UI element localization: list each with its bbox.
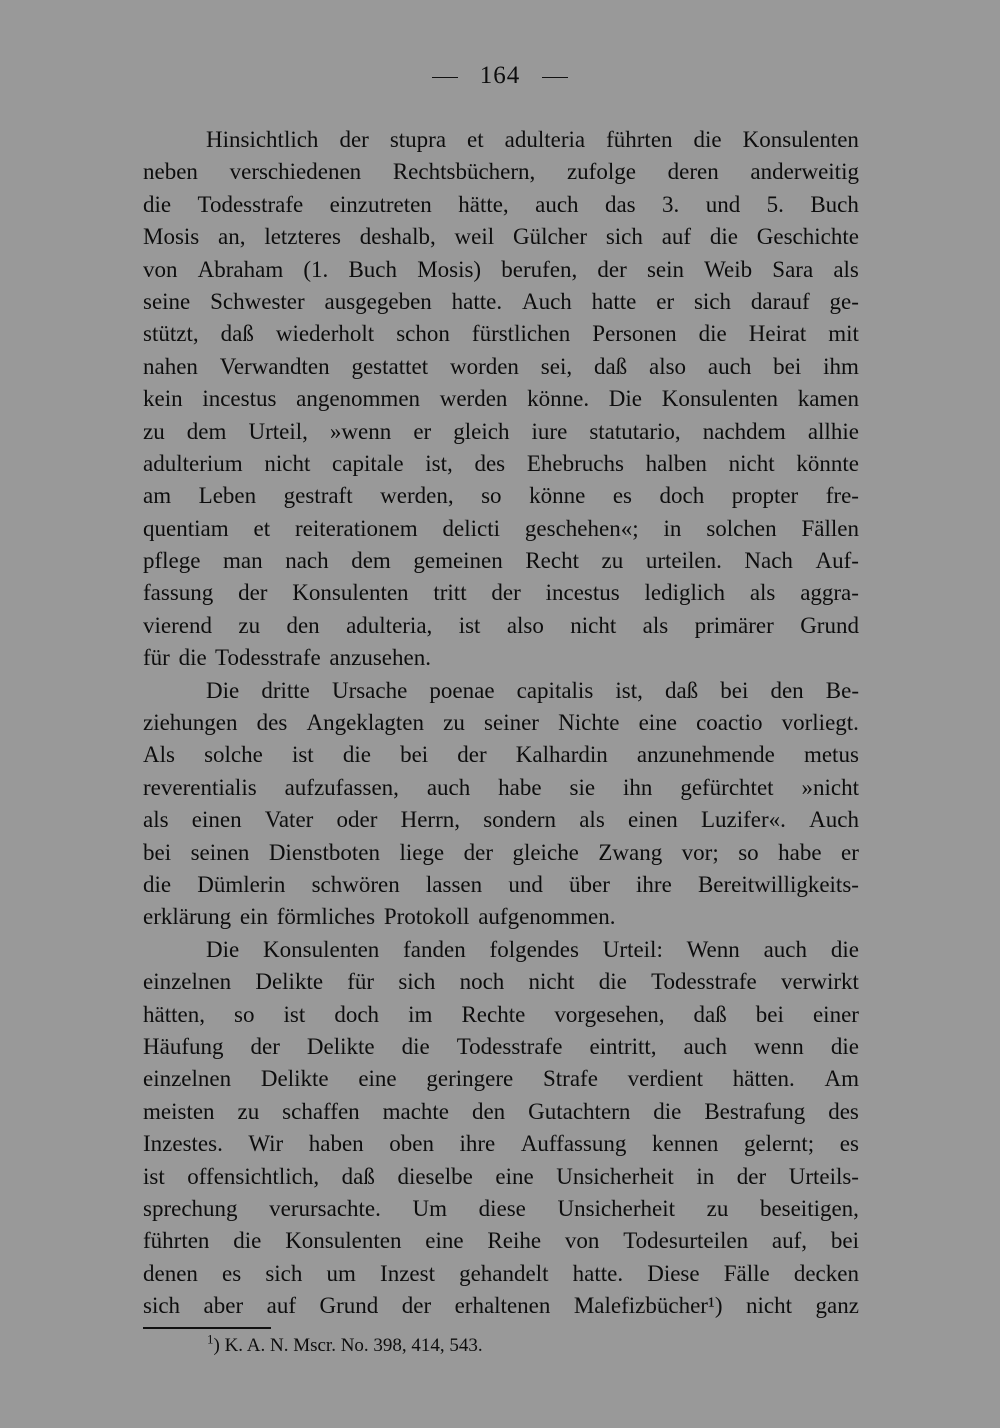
text-line: fassung der Konsulenten tritt der incestus lediglich als aggra- bbox=[143, 580, 859, 606]
text-line: meisten zu schaffen machte den Gutachtern die Bestrafung des bbox=[143, 1098, 859, 1124]
text-line: erklärung ein förmliches Protokoll aufgenommen. bbox=[143, 904, 616, 930]
footnote: $^1$) K. A. N. Mscr. No. 398, 414, 543. bbox=[207, 1331, 483, 1356]
text-line: einzelnen Delikte eine geringere Strafe verdient hätten. Am bbox=[143, 1066, 859, 1092]
text-line: einzelnen Delikte für sich noch nicht die Todesstrafe verwirkt bbox=[143, 969, 859, 995]
text-line: neben verschiedenen Rechtsbüchern, zufolge deren anderweitig bbox=[143, 159, 859, 185]
text-line: sich aber auf Grund der erhaltenen Malefizbücher¹) nicht ganz bbox=[143, 1293, 859, 1319]
text-line: nahen Verwandten gestattet worden sei, daß also auch bei ihm bbox=[143, 353, 859, 379]
text-line: ist offensichtlich, daß dieselbe eine Unsicherheit in der Urteils- bbox=[143, 1163, 859, 1189]
text-line: stützt, daß wiederholt schon fürstlichen Personen die Heirat mit bbox=[143, 321, 859, 347]
text-line: für die Todesstrafe anzusehen. bbox=[143, 645, 431, 671]
text-line: hätten, so ist doch im Rechte vorgesehen, daß bei einer bbox=[143, 1001, 859, 1027]
text-line: zu dem Urteil, »wenn er gleich iure statutario, nachdem allhie bbox=[143, 418, 859, 444]
text-line: Mosis an, letzteres deshalb, weil Gülcher sich auf die Geschichte bbox=[143, 224, 859, 250]
text-line: kein incestus angenommen werden könne. Die Konsulenten kamen bbox=[143, 386, 859, 412]
text-line: sprechung verursachte. Um diese Unsicherheit zu beseitigen, bbox=[143, 1195, 859, 1221]
text-line: ziehungen des Angeklagten zu seiner Nichte eine coactio vorliegt. bbox=[143, 710, 859, 736]
text-line: denen es sich um Inzest gehandelt hatte. Diese Fälle decken bbox=[143, 1260, 859, 1286]
footnote-marker: 1 bbox=[207, 1331, 214, 1347]
text-line: quentiam et reiterationem delicti geschehen«; in solchen Fällen bbox=[143, 515, 859, 541]
page-number-dash-right bbox=[542, 77, 568, 79]
text-line: am Leben gestraft werden, so könne es doch propter fre- bbox=[143, 483, 859, 509]
body-text bbox=[143, 124, 859, 1322]
text-line: die Dümlerin schwören lassen und über ihre Bereitwilligkeits- bbox=[143, 871, 859, 897]
text-line: vierend zu den adulteria, ist also nicht als primärer Grund bbox=[143, 612, 859, 638]
text-line: Inzestes. Wir haben oben ihre Auffassung kennen gelernt; es bbox=[143, 1131, 859, 1157]
text-line: Die dritte Ursache poenae capitalis ist, daß bei den Be- bbox=[206, 677, 859, 703]
text-line: führten die Konsulenten eine Reihe von Todesurteilen auf, bei bbox=[143, 1228, 859, 1254]
text-line: pflege man nach dem gemeinen Recht zu urteilen. Nach Auf- bbox=[143, 548, 859, 574]
text-line: die Todesstrafe einzutreten hätte, auch das 3. und 5. Buch bbox=[143, 191, 859, 217]
text-line: Die Konsulenten fanden folgendes Urteil: Wenn auch die bbox=[206, 936, 859, 962]
page-number-value: 164 bbox=[479, 62, 521, 89]
text-line: Hinsichtlich der stupra et adulteria führten die Konsulenten bbox=[206, 127, 859, 152]
text-line: reverentialis aufzufassen, auch habe sie ihn gefürchtet »nicht bbox=[143, 774, 859, 800]
text-line: bei seinen Dienstboten liege der gleiche Zwang vor; so habe er bbox=[143, 839, 859, 865]
footnote-separator bbox=[143, 1327, 271, 1329]
text-line: adulterium nicht capitale ist, des Ehebruchs halben nicht könnte bbox=[143, 450, 859, 476]
footnote-text: K. A. N. Mscr. No. 398, 414, 543. bbox=[224, 1335, 483, 1356]
text-line: als einen Vater oder Herrn, sondern als einen Luzifer«. Auch bbox=[143, 807, 859, 833]
page-number bbox=[0, 62, 1000, 90]
text-line: Häufung der Delikte die Todesstrafe eintritt, auch wenn die bbox=[143, 1033, 859, 1059]
text-line: seine Schwester ausgegeben hatte. Auch hatte er sich darauf ge- bbox=[143, 288, 859, 314]
text-line: von Abraham (1. Buch Mosis) berufen, der sein Weib Sara als bbox=[143, 256, 859, 282]
page-number-dash-left bbox=[432, 77, 458, 79]
text-line: Als solche ist die bei der Kalhardin anzunehmende metus bbox=[143, 742, 859, 768]
